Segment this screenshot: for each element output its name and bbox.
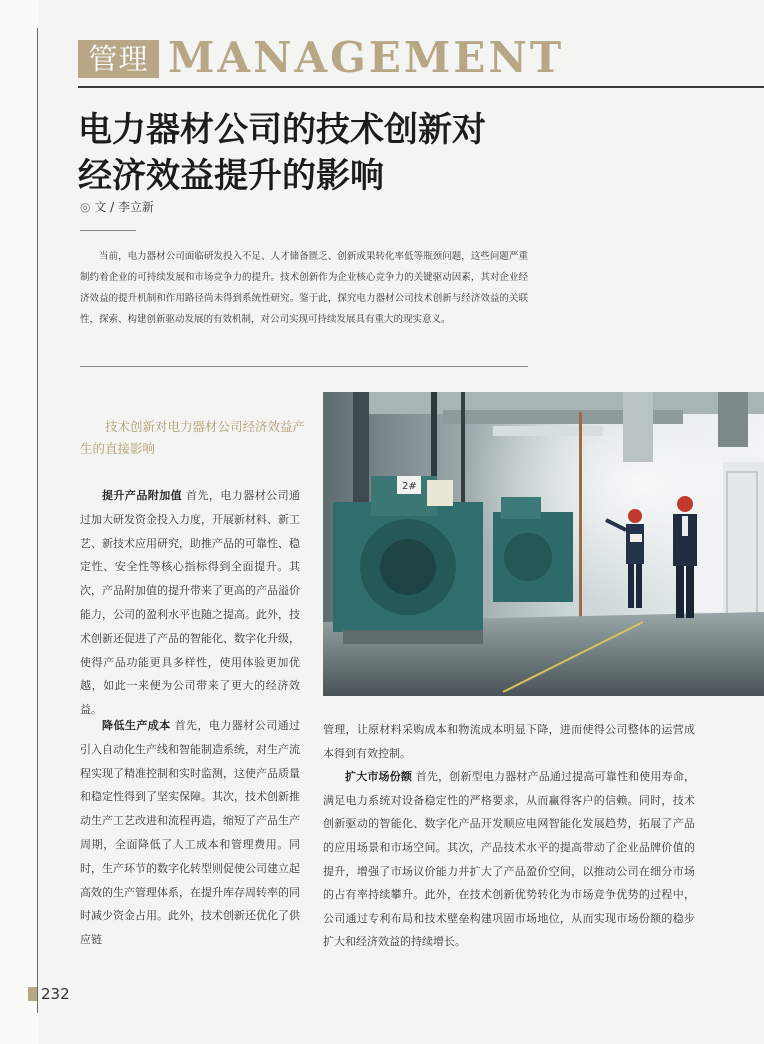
lead-market-share: 扩大市场份额 (345, 770, 413, 784)
page-margin (0, 0, 38, 1044)
byline-rule (80, 230, 136, 231)
byline-label: 文 (94, 200, 107, 214)
body-market-share: 首先，创新型电力器材产品通过提高可靠性和使用寿命，满足电力系统对设备稳定性的严格要求，从而赢得客户的信赖。同时，技术创新驱动的智能化、数字化产品开发顺应电网智能化发展趋势，拓展了产品的应用场景和市场空间。其次，产品技术水平的提高带动了企业品牌价值的提升，增强了市场议价能力并扩大了产品盈价空间，以推动公司在细分市场的占有率持续攀升。此外，在技术创新优势转化为市场竞争优势的过程中，公司通过专利布局和技术壁垒构建巩固市场地位，从而实现市场份额的稳步扩大和经济效益的持续增长。 (323, 770, 696, 949)
body-column-left-top (80, 484, 300, 722)
section-heading: 技术创新对电力器材公司经济效益产生的直接影响 (80, 419, 306, 456)
section-tag-cn: 管理 (78, 40, 159, 78)
paragraph-value-added (80, 484, 300, 722)
byline-separator: / (110, 200, 115, 214)
paragraph-cost-reduction (80, 714, 300, 952)
paragraph-cost-reduction-cont: 管理，让原材料采购成本和物流成本明显下降，进而使得公司整体的运营成本得到有效控制。 (323, 723, 695, 760)
lead-value-added: 提升产品附加值 (102, 489, 183, 502)
body-column-left-bottom (80, 714, 300, 952)
lead-cost-reduction: 降低生产成本 (102, 719, 171, 732)
header-rule (78, 86, 764, 88)
byline (80, 198, 154, 215)
paragraph-market-share (323, 765, 695, 954)
abstract: 当前，电力器材公司面临研发投入不足、人才储备匮乏、创新成果转化率低等瓶颈问题，这些问题严重制约着企业的可持续发展和市场竞争力的提升。技术创新作为企业核心竞争力的关键驱动因素，其对企业经济效益的提升机制和作用路径尚未得到系统性研究。鉴于此，探究电力器材公司技术创新与经济效益的关联性，探索、构建创新驱动发展的有效机制，对公司实现可持续发展具有重大的现实意义。 (80, 251, 528, 325)
byline-bullet-icon: ◎ (80, 200, 91, 214)
body-cost-reduction: 首先，电力器材公司通过引入自动化生产线和智能制造系统，对生产流程实现了精准控制和实时监测，这使产品质量和稳定性得到了坚实保障。其次，技术创新推动生产工艺改进和流程再造，缩短了产品生产周期，全面降低了人工成本和管理费用。同时，生产环节的数字化转型则促使公司建立起高效的生产管理体系，在提升库存周转率的同时减少资金占用。此外，技术创新还优化了供应链 (80, 719, 301, 947)
equipment-number-label: 2# (402, 481, 417, 492)
page-number-marker (28, 987, 37, 1001)
article-title (78, 107, 598, 199)
left-margin-rule (37, 28, 38, 1013)
title-line-1: 电力器材公司的技术创新对 (78, 110, 486, 150)
article-photo (323, 392, 764, 696)
title-line-2: 经济效益提升的影响 (78, 156, 384, 196)
abstract-rule (80, 366, 528, 367)
author-name: 李立新 (118, 200, 155, 214)
page-number: 232 (41, 985, 70, 1003)
body-column-right (323, 718, 695, 954)
body-value-added: 首先，电力器材公司通过加大研发资金投入力度，开展新材料、新工艺、新技术应用研究，助推产品的可靠性、稳定性、安全性等核心指标得到全面提升。其次，产品附加值的提升带来了更高的产品溢价能力，公司的盈利水平也随之提高。此外，技术创新还促进了产品的智能化、数字化升级，使得产品功能更具多样性，使用体验更加优越，如此一来便为公司带来了更大的经济效益。 (80, 489, 301, 717)
section-tag-en: MANAGEMENT (168, 33, 565, 82)
